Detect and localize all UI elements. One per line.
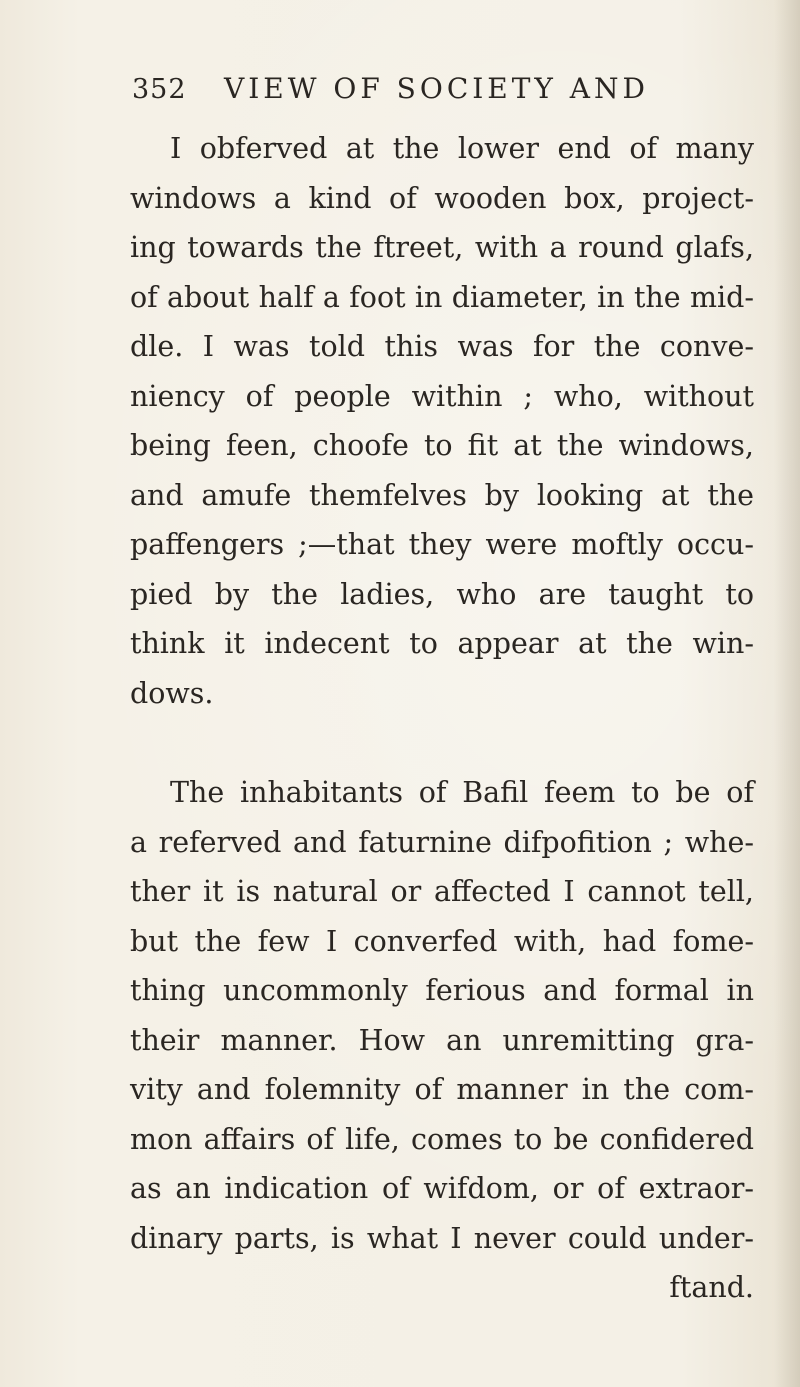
paragraph (130, 768, 754, 1313)
body-text (130, 124, 754, 1313)
running-title: VIEW OF SOCIETY AND (224, 72, 649, 105)
text-line: The inhabitants of Bafil feem to be of (170, 776, 754, 809)
text-line: I obferved at the lower end of many (170, 132, 754, 165)
paragraph (130, 124, 754, 718)
paragraph-gap (130, 718, 754, 768)
text-line: dle. I was told this was for the conve- (130, 330, 754, 363)
text-line: mon affairs of life, comes to be confidered (130, 1122, 754, 1156)
page-edge-shadow (774, 0, 800, 1387)
text-line: as an indication of wifdom, or of extraor- (130, 1172, 754, 1205)
text-line: but the few I converfed with, had fome- (130, 924, 754, 958)
page-header (130, 62, 690, 112)
text-line: ftand. (669, 1271, 754, 1304)
text-line: their manner. How an unremitting gra- (130, 1023, 754, 1057)
page-number: 352 (132, 74, 187, 105)
text-line: thing uncommonly ferious and formal in (130, 974, 754, 1007)
text-line: being feen, choofe to fit at the windows, (130, 429, 754, 462)
text-line: dinary parts, is what I never could under- (130, 1221, 754, 1255)
text-line: niency of people within ; who, without (130, 379, 754, 413)
text-line: pied by the ladies, who are taught to (130, 577, 754, 611)
text-line: ing towards the ftreet, with a round glafs, (130, 231, 754, 264)
text-line: dows. (130, 676, 214, 710)
text-line: vity and folemnity of manner in the com- (130, 1073, 754, 1106)
text-line: and amufe themfelves by looking at the (130, 478, 754, 512)
text-line: think it indecent to appear at the win- (130, 627, 754, 660)
text-line: a referved and faturnine difpofition ; whe- (130, 825, 754, 859)
text-line: ther it is natural or affected I cannot tell, (130, 875, 754, 908)
text-line: of about half a foot in diameter, in the mid- (130, 280, 754, 314)
text-line: paffengers ;—that they were moftly occu- (130, 528, 754, 561)
text-line: windows a kind of wooden box, project- (130, 181, 754, 215)
